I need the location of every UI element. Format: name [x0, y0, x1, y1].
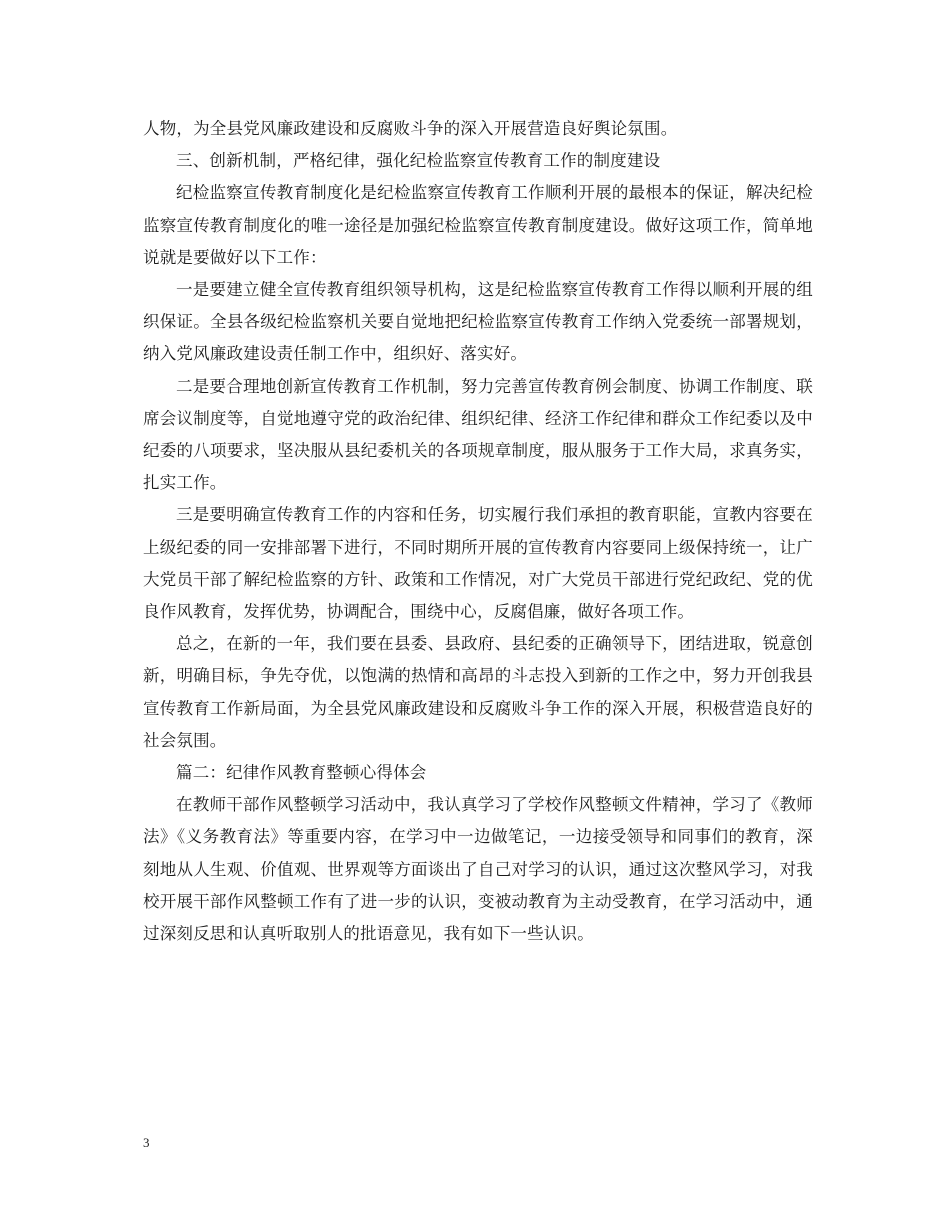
paragraph-institutionalization: 纪检监察宣传教育制度化是纪检监察宣传教育工作顺利开展的最根本的保证，解决纪检监察宣传教育制度化的唯一途径是加强纪检监察宣传教育制度建设。做好这项工作，简单地说就是要做好以下工作： — [143, 183, 813, 267]
page-number: 3 — [143, 1135, 150, 1150]
paragraph-conclusion: 总之，在新的一年，我们要在县委、县政府、县纪委的正确领导下，团结进取，锐意创新，明确目标，争先夺优，以饱满的热情和高昂的斗志投入到新的工作之中，努力开创我县宣传教育工作新局面，为全县党风廉政建设和反腐败斗争工作的深入开展，积极营造良好的社会氛围。 — [143, 634, 813, 750]
paragraph-point-1: 一是要建立健全宣传教育组织领导机构，这是纪检监察宣传教育工作得以顺利开展的组织保证。全县各级纪检监察机关要自觉地把纪检监察宣传教育工作纳入党委统一部署规划，纳入党风廉政建设责任制工作中，组织好、落实好。 — [143, 280, 813, 364]
paragraph-article-2-body: 在教师干部作风整顿学习活动中，我认真学习了学校作风整顿文件精神，学习了《教师法》《义务教育法》等重要内容，在学习中一边做笔记，一边接受领导和同事们的教育，深刻地从人生观、价值观、世界观等方面谈出了自己对学习的认识，通过这次整风学习，对我校开展干部作风整顿工作有了进一步的认识，变被动教育为主动受教育，在学习活动中，通过深刻反思和认真听取别人的批语意见，我有如下一些认识。 — [143, 795, 813, 944]
document-body — [143, 113, 813, 950]
section-heading-3: 三、创新机制，严格纪律，强化纪检监察宣传教育工作的制度建设 — [176, 151, 661, 171]
paragraph-intro-tail: 人物，为全县党风廉政建设和反腐败斗争的深入开展营造良好舆论氛围。 — [143, 119, 678, 138]
paragraph-point-3: 三是要明确宣传教育工作的内容和任务，切实履行我们承担的教育职能，宣教内容要在上级纪委的同一安排部署下进行，不同时期所开展的宣传教育内容要同上级保持统一，让广大党员干部了解纪检监察的方针、政策和工作情况，对广大党员干部进行党纪政纪、党的优良作风教育，发挥优势，协调配合，围绕中心，反腐倡廉，做好各项工作。 — [143, 505, 813, 622]
article-2-title: 篇二：纪律作风教育整顿心得体会 — [176, 763, 427, 783]
paragraph-point-2: 二是要合理地创新宣传教育工作机制，努力完善宣传教育例会制度、协调工作制度、联席会议制度等，自觉地遵守党的政治纪律、组织纪律、经济工作纪律和群众工作纪委以及中纪委的八项要求，坚决服从县纪委机关的各项规章制度，服从服务于工作大局，求真务实，扎实工作。 — [143, 376, 813, 493]
